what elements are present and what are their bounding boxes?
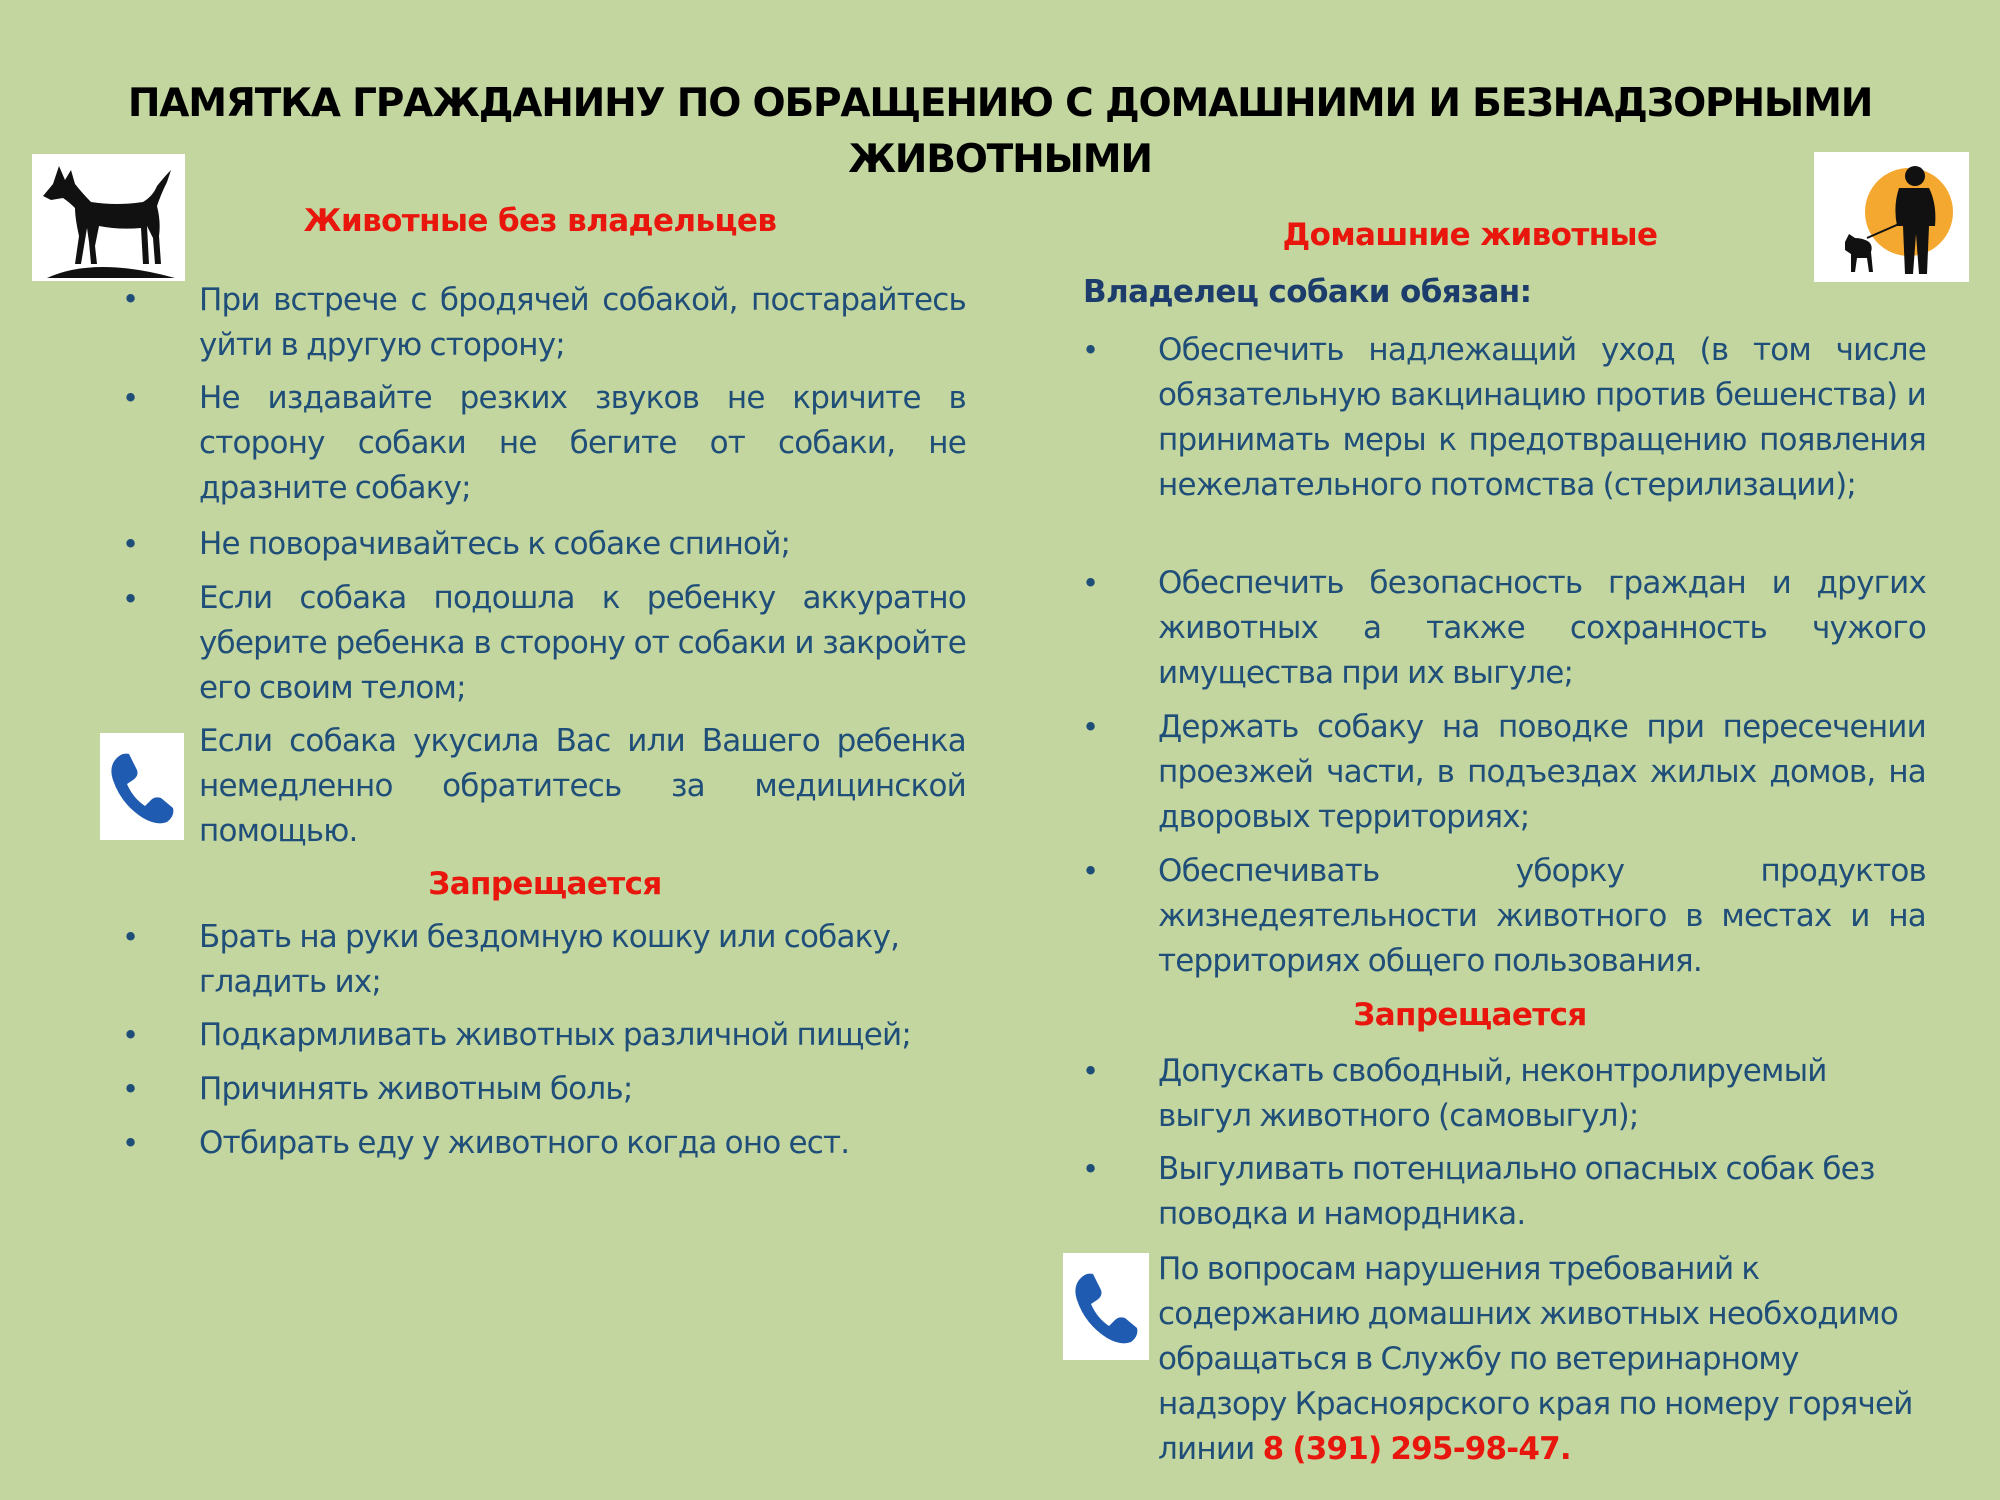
bullet-symbol: • <box>1082 854 1100 888</box>
stray-dog-image <box>32 154 185 281</box>
bullet-symbol: • <box>122 582 140 616</box>
contact-info <box>1158 1247 1934 1472</box>
page-title-line-1: ПАМЯТКА ГРАЖДАНИНУ ПО ОБРАЩЕНИЮ С ДОМАШНИМИ И БЕЗНАДЗОРНЫМИ <box>127 81 1873 126</box>
right-heading: Домашние животные <box>1282 217 1658 253</box>
right-item: Обеспечить безопасность граждан и других животных а также сохранность чужого имущества при их выгуле; <box>1158 565 1926 691</box>
person-walking-dog-icon <box>1817 154 1967 280</box>
right-forbidden-item: Допускать свободный, неконтролируемый выгул животного (самовыгул); <box>1158 1053 1827 1134</box>
bullet-symbol: • <box>1082 1054 1100 1088</box>
left-forbidden-item: Подкармливать животных различной пищей; <box>199 1017 911 1053</box>
right-item: Обеспечить надлежащий уход (в том числе обязательную вакцинацию против бешенства) и принимать меры к предотвращению появления нежелательного потомства (стерилизации); <box>1158 332 1926 503</box>
left-item: Не издавайте резких звуков не кричите в сторону собаки не бегите от собаки, не дразните собаку; <box>199 380 966 506</box>
bullet-symbol: • <box>122 920 140 954</box>
bullet-symbol: • <box>1082 710 1100 744</box>
left-forbidden-item: Причинять животным боль; <box>199 1071 633 1107</box>
left-phone-image <box>100 733 184 840</box>
right-item: Обеспечивать уборку продуктов жизнедеятельности животного в местах и на территориях общего пользования. <box>1158 853 1926 979</box>
bullet-symbol: • <box>122 1072 140 1106</box>
dog-silhouette-icon <box>35 156 183 280</box>
left-item: Если собака подошла к ребенку аккуратно уберите ребенка в сторону от собаки и закройте его своим телом; <box>199 580 966 706</box>
left-item: Если собака укусила Вас или Вашего ребенка немедленно обратитесь за медицинской помощью. <box>199 723 966 849</box>
right-forbidden-item: Выгуливать потенциально опасных собак без поводка и намордника. <box>1158 1151 1875 1232</box>
hotline-number[interactable]: 8 (391) 295-98-47. <box>1262 1431 1571 1467</box>
phone-icon <box>1071 1270 1141 1344</box>
left-forbidden-item: Брать на руки бездомную кошку или собаку, гладить их; <box>199 919 900 1000</box>
bullet-symbol: • <box>1082 566 1100 600</box>
page-title <box>0 76 2000 188</box>
left-heading: Животные без владельцев <box>303 203 777 239</box>
bullet-symbol: • <box>122 1018 140 1052</box>
bullet-symbol: • <box>122 527 140 561</box>
left-forbidden-item: Отбирать еду у животного когда оно ест. <box>199 1125 850 1161</box>
right-forbidden-heading: Запрещается <box>1353 997 1587 1033</box>
bullet-symbol: • <box>122 381 140 415</box>
right-subheading: Владелец собаки обязан: <box>1083 274 1532 310</box>
bullet-symbol: • <box>122 282 140 316</box>
contact-text: По вопросам нарушения требований к содержанию домашних животных необходимо обращаться в Службу по ветеринарному надзору Красноярского края по номеру горячей линии <box>1158 1251 1913 1467</box>
left-item: Не поворачивайтесь к собаке спиной; <box>199 526 791 562</box>
bullet-symbol: • <box>1082 333 1100 367</box>
right-item: Держать собаку на поводке при пересечении проезжей части, в подъездах жилых домов, на дворовых территориях; <box>1158 709 1926 835</box>
page-title-line-2: ЖИВОТНЫМИ <box>848 137 1152 182</box>
left-item: При встрече с бродячей собакой, постарайтесь уйти в другую сторону; <box>199 282 966 363</box>
bullet-symbol: • <box>1082 1152 1100 1186</box>
right-phone-image <box>1063 1253 1149 1360</box>
owner-with-dog-image <box>1814 152 1969 282</box>
phone-icon <box>107 750 177 824</box>
left-forbidden-heading: Запрещается <box>428 866 662 902</box>
bullet-symbol: • <box>122 1126 140 1160</box>
